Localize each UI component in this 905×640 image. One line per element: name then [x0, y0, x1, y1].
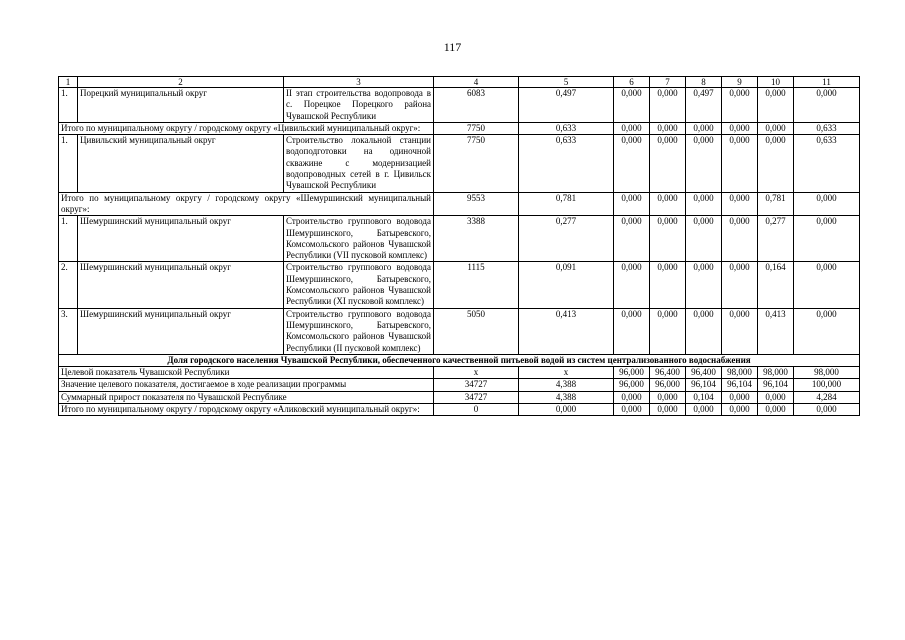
project-description: Строительство локальной станции водоподготовки на одиночной скважине с модернизацией водопроводных сетей в г. Цивильск Чувашской Республики [284, 135, 434, 192]
value-cell: 0,000 [650, 88, 686, 123]
value-cell: 0,277 [519, 216, 614, 262]
value-cell: 7750 [434, 122, 519, 134]
value-cell: 34727 [434, 391, 519, 403]
indicator-label: Целевой показатель Чувашской Республики [59, 367, 434, 379]
value-cell: 96,000 [614, 379, 650, 391]
value-cell: 0,104 [686, 391, 722, 403]
project-description: Строительство группового водовода Шемуршинского, Батыревского, Комсомольского районов Чувашской Республики (VII пусковой комплекс) [284, 216, 434, 262]
value-cell: 0 [434, 404, 519, 416]
total-row [59, 122, 860, 134]
value-cell: 0,000 [614, 216, 650, 262]
value-cell: 0,000 [794, 216, 860, 262]
value-cell: 0,000 [650, 262, 686, 308]
header-cell: 8 [686, 77, 722, 88]
header-cell: 2 [78, 77, 284, 88]
value-cell: 0,413 [519, 308, 614, 354]
value-cell: 0,000 [722, 216, 758, 262]
value-cell: 96,000 [614, 367, 650, 379]
header-cell: 4 [434, 77, 519, 88]
column-number-header [59, 77, 860, 88]
value-cell: 0,277 [758, 216, 794, 262]
total-row [59, 404, 860, 416]
header-cell: 11 [794, 77, 860, 88]
section-row [59, 354, 860, 366]
value-cell: 0,000 [686, 262, 722, 308]
indicator-label: Суммарный прирост показателя по Чувашской Республике [59, 391, 434, 403]
value-cell: 0,000 [686, 216, 722, 262]
project-description: II этап строительства водопровода в с. Порецкое Порецкого района Чувашской Республики [284, 88, 434, 123]
value-cell: 0,000 [614, 122, 650, 134]
value-cell: 0,000 [519, 404, 614, 416]
value-cell: 96,104 [758, 379, 794, 391]
item-row [59, 308, 860, 354]
value-cell: 0,413 [758, 308, 794, 354]
value-cell: 0,000 [614, 135, 650, 192]
value-cell: 0,000 [686, 404, 722, 416]
value-cell: 0,000 [722, 262, 758, 308]
municipality-name: Цивильский муниципальный округ [78, 135, 284, 192]
indicator-row [59, 391, 860, 403]
value-cell: 0,000 [722, 88, 758, 123]
value-cell: 7750 [434, 135, 519, 192]
value-cell: 98,000 [758, 367, 794, 379]
value-cell: 0,000 [614, 391, 650, 403]
value-cell: 0,000 [794, 308, 860, 354]
value-cell: 4,388 [519, 391, 614, 403]
row-number: 3. [59, 308, 78, 354]
row-number: 2. [59, 262, 78, 308]
value-cell: 0,633 [519, 122, 614, 134]
total-label: Итого по муниципальному округу / городскому округу «Цивильский муниципальный округ»: [59, 122, 434, 134]
value-cell: 0,000 [758, 88, 794, 123]
value-cell: 34727 [434, 379, 519, 391]
value-cell: 0,000 [614, 192, 650, 216]
value-cell: 96,104 [686, 379, 722, 391]
header-cell: 1 [59, 77, 78, 88]
header-cell: 3 [284, 77, 434, 88]
value-cell: 96,104 [722, 379, 758, 391]
value-cell: 4,284 [794, 391, 860, 403]
municipality-name: Шемуршинский муниципальный округ [78, 308, 284, 354]
indicator-label: Значение целевого показателя, достигаемое в ходе реализации программы [59, 379, 434, 391]
municipality-name: Шемуршинский муниципальный округ [78, 216, 284, 262]
value-cell: 0,781 [758, 192, 794, 216]
value-cell: 0,000 [794, 404, 860, 416]
value-cell: 0,000 [614, 262, 650, 308]
value-cell: 0,000 [686, 135, 722, 192]
value-cell: 4,388 [519, 379, 614, 391]
section-title: Доля городского населения Чувашской Республики, обеспеченного качественной питьевой водой из систем централизованного водоснабжения [59, 354, 860, 366]
value-cell: 0,633 [519, 135, 614, 192]
header-cell: 10 [758, 77, 794, 88]
item-row [59, 135, 860, 192]
data-table [58, 76, 860, 416]
value-cell: 0,000 [722, 122, 758, 134]
value-cell: 96,000 [650, 379, 686, 391]
value-cell: 0,000 [650, 404, 686, 416]
value-cell: 0,000 [650, 192, 686, 216]
indicator-row [59, 367, 860, 379]
value-cell: 0,000 [686, 308, 722, 354]
value-cell: x [519, 367, 614, 379]
value-cell: 0,633 [794, 135, 860, 192]
header-cell: 6 [614, 77, 650, 88]
total-row [59, 192, 860, 216]
value-cell: 0,000 [758, 122, 794, 134]
value-cell: 0,000 [758, 391, 794, 403]
value-cell: 1115 [434, 262, 519, 308]
header-cell: 7 [650, 77, 686, 88]
value-cell: 0,000 [650, 216, 686, 262]
value-cell: 9553 [434, 192, 519, 216]
value-cell: 96,400 [650, 367, 686, 379]
value-cell: 96,400 [686, 367, 722, 379]
row-number: 1. [59, 88, 78, 123]
item-row [59, 262, 860, 308]
value-cell: 0,000 [722, 192, 758, 216]
value-cell: 0,000 [686, 122, 722, 134]
value-cell: 0,000 [650, 122, 686, 134]
value-cell: 0,000 [650, 308, 686, 354]
value-cell: 0,000 [758, 404, 794, 416]
row-number: 1. [59, 216, 78, 262]
value-cell: 0,000 [722, 135, 758, 192]
value-cell: 0,000 [794, 192, 860, 216]
value-cell: 0,497 [519, 88, 614, 123]
row-number: 1. [59, 135, 78, 192]
value-cell: 0,000 [722, 308, 758, 354]
value-cell: 0,000 [614, 308, 650, 354]
value-cell: 5050 [434, 308, 519, 354]
municipality-name: Порецкий муниципальный округ [78, 88, 284, 123]
value-cell: 0,000 [794, 262, 860, 308]
value-cell: 0,000 [686, 192, 722, 216]
value-cell: 0,633 [794, 122, 860, 134]
value-cell: 0,000 [722, 391, 758, 403]
value-cell: 0,497 [686, 88, 722, 123]
municipality-name: Шемуршинский муниципальный округ [78, 262, 284, 308]
page-number: 117 [443, 40, 462, 54]
value-cell: 100,000 [794, 379, 860, 391]
indicator-row [59, 379, 860, 391]
value-cell: 0,000 [758, 135, 794, 192]
project-description: Строительство группового водовода Шемуршинского, Батыревского, Комсомольского районов Чувашской Республики (XI пусковой комплекс) [284, 262, 434, 308]
value-cell: 6083 [434, 88, 519, 123]
value-cell: 98,000 [722, 367, 758, 379]
value-cell: 0,000 [650, 391, 686, 403]
value-cell: 0,000 [794, 88, 860, 123]
item-row [59, 216, 860, 262]
value-cell: 0,000 [722, 404, 758, 416]
value-cell: 0,781 [519, 192, 614, 216]
value-cell: 0,000 [614, 404, 650, 416]
project-description: Строительство группового водовода Шемуршинского, Батыревского, Комсомольского районов Чувашской Республики (II пусковой комплекс) [284, 308, 434, 354]
total-label: Итого по муниципальному округу / городскому округу «Аликовский муниципальный округ»: [59, 404, 434, 416]
header-cell: 5 [519, 77, 614, 88]
value-cell: 0,000 [614, 88, 650, 123]
value-cell: 3388 [434, 216, 519, 262]
value-cell: 0,164 [758, 262, 794, 308]
value-cell: 98,000 [794, 367, 860, 379]
value-cell: x [434, 367, 519, 379]
header-cell: 9 [722, 77, 758, 88]
total-label: Итого по муниципальному округу / городскому округу «Шемуршинский муниципальный округ»: [59, 192, 434, 216]
item-row [59, 88, 860, 123]
value-cell: 0,000 [650, 135, 686, 192]
value-cell: 0,091 [519, 262, 614, 308]
